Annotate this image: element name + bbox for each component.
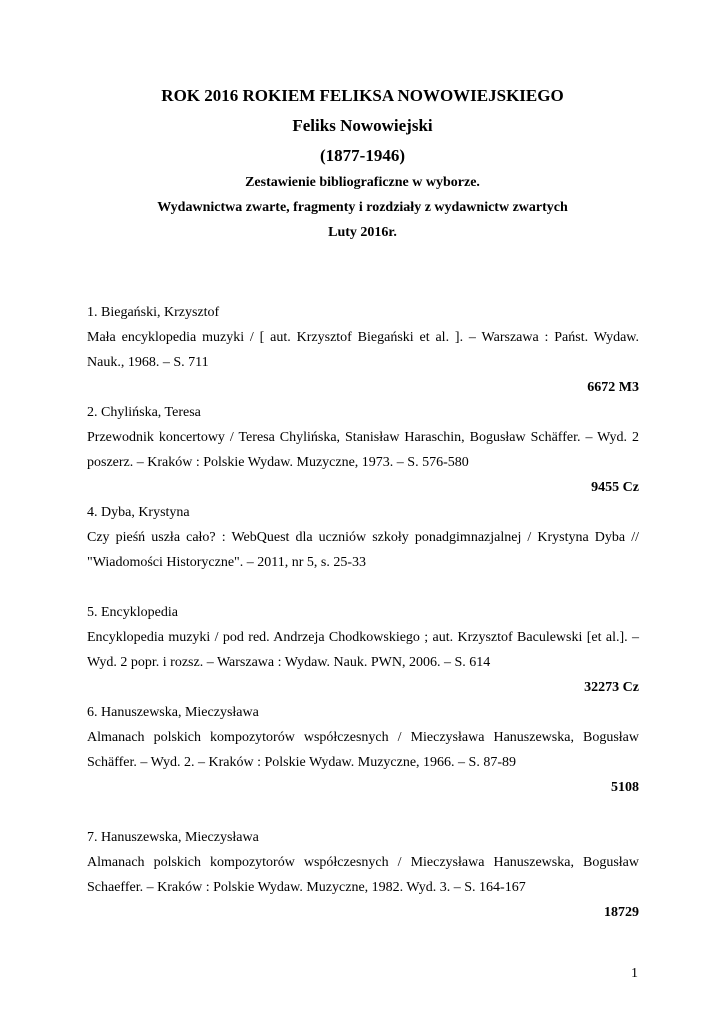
entry-description: Mała encyklopedia muzyki / [ aut. Krzysztof Biegański et al. ]. – Warszawa : Państ. Wydaw. Nauk., 1968. – S. 711: [87, 330, 639, 370]
bibliography-entry: [87, 600, 639, 700]
bibliography-entry: [87, 400, 639, 500]
life-years: (1877-1946): [320, 146, 405, 165]
entry-signature: 32273 Cz: [584, 680, 639, 695]
entry-description: Almanach polskich kompozytorów współczesnych / Mieczysława Hanuszewska, Bogusław Schäffer. – Wyd. 2. – Kraków : Polskie Wydaw. Muzyczne, 1966. – S. 87-89: [87, 730, 639, 770]
document-header: [0, 84, 725, 243]
entry-author: 2. Chylińska, Teresa: [87, 405, 201, 420]
bibliography-entry: [87, 300, 639, 400]
document-scope: Wydawnictwa zwarte, fragmenty i rozdziały z wydawnictw zwartych: [157, 200, 568, 215]
entry-signature: 6672 M3: [587, 380, 639, 395]
document-title: ROK 2016 ROKIEM FELIKSA NOWOWIEJSKIEGO: [161, 86, 564, 105]
entry-signature: 5108: [611, 780, 639, 795]
entry-description: Almanach polskich kompozytorów współczesnych / Mieczysława Hanuszewska, Bogusław Schaeffer. – Kraków : Polskie Wydaw. Muzyczne, 1982. Wyd. 3. – S. 164-167: [87, 855, 639, 895]
entry-description: Encyklopedia muzyki / pod red. Andrzeja Chodkowskiego ; aut. Krzysztof Baculewski [et al.]. – Wyd. 2 popr. i rozsz. – Warszawa : Wydaw. Nauk. PWN, 2006. – S. 614: [87, 630, 639, 670]
entry-signature: 9455 Cz: [591, 480, 639, 495]
document-subtitle: Zestawienie bibliograficzne w wyborze.: [245, 175, 480, 190]
entry-author: 7. Hanuszewska, Mieczysława: [87, 830, 259, 845]
entry-author: 5. Encyklopedia: [87, 605, 178, 620]
page-number: 1: [631, 966, 638, 981]
bibliography-list: [87, 300, 639, 925]
entry-author: 1. Biegański, Krzysztof: [87, 305, 220, 320]
entry-spacer: [87, 800, 639, 825]
entry-author: 4. Dyba, Krystyna: [87, 505, 190, 520]
bibliography-entry: [87, 825, 639, 925]
person-name: Feliks Nowowiejski: [292, 116, 433, 135]
entry-author: 6. Hanuszewska, Mieczysława: [87, 705, 259, 720]
bibliography-entry: [87, 700, 639, 825]
entry-description: Przewodnik koncertowy / Teresa Chylińska, Stanisław Haraschin, Bogusław Schäffer. – Wyd. 2 poszerz. – Kraków : Polskie Wydaw. Muzyczne, 1973. – S. 576-580: [87, 430, 639, 470]
entry-description: Czy pieśń uszła cało? : WebQuest dla uczniów szkoły ponadgimnazjalnej / Krystyna Dyba // "Wiadomości Historyczne". – 2011, nr 5, s. 25-33: [87, 530, 639, 570]
bibliography-entry: [87, 500, 639, 600]
entry-spacer: [87, 575, 639, 600]
document-date: Luty 2016r.: [328, 225, 397, 240]
entry-signature: 18729: [604, 905, 639, 920]
